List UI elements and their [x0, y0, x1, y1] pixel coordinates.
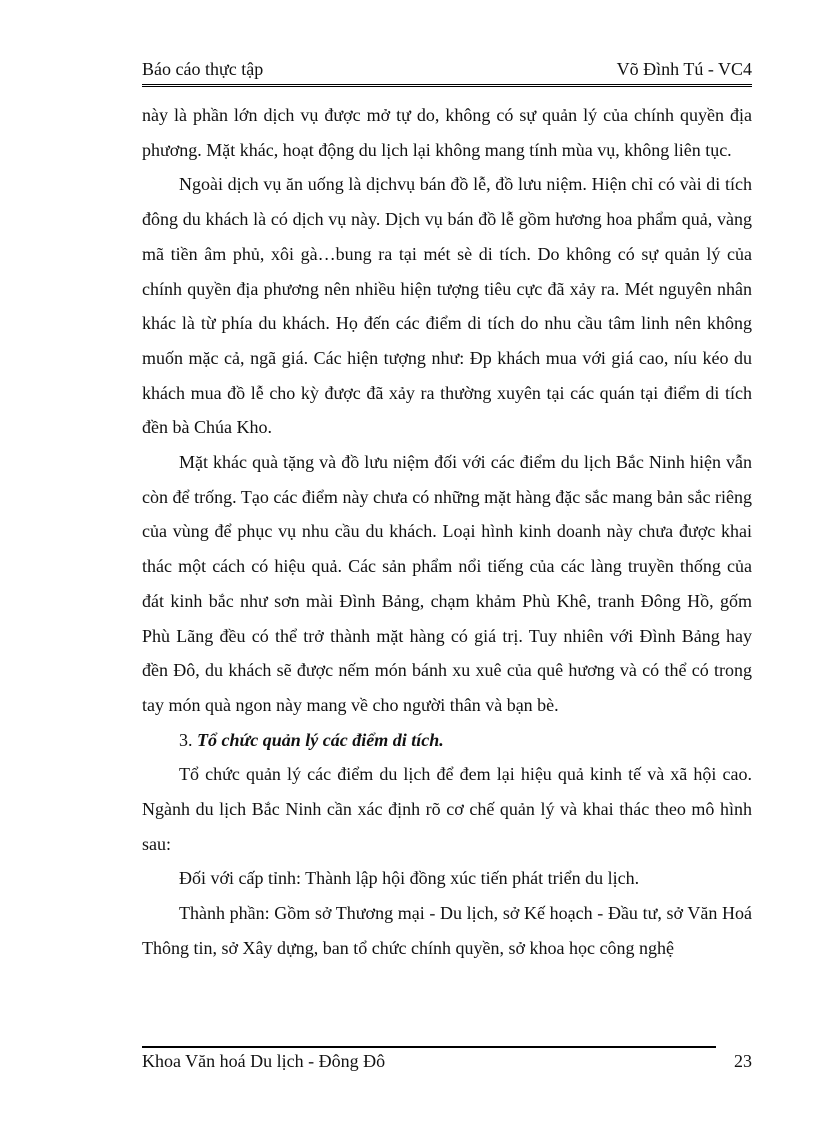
paragraph: Tổ chức quản lý các điểm du lịch để đem lại hiệu quả kinh tế và xã hội cao. Ngành du lịch Bắc Ninh cần xác định rõ cơ chế quản lý và khai thác theo mô hình sau:	[142, 764, 752, 854]
section-title: Tổ chức quản lý các điểm di tích.	[197, 729, 444, 750]
paragraph: Ngoài dịch vụ ăn uống là dịchvụ bán đồ lễ, đồ lưu niệm. Hiện chỉ có vài di tích đông du khách là có dịch vụ này. Dịch vụ bán đồ lễ gồm hương hoa phẩm quả, vàng mã tiền âm phủ, xôi gà…bung ra tại mét sè di tích. Do không có sự quản lý của chính quyền địa phương nên nhiều hiện tượng tiêu cực đã xảy ra. Mét nguyên nhân khác là từ phía du khách. Họ đến các điểm di tích do nhu cầu tâm linh nên không muốn mặc cả, ngã giá. Các hiện tượng như: Ðp khách mua với giá cao, níu kéo du khách mua đồ lễ cho kỳ được đã xảy ra thường xuyên tại các quán tại điểm di tích đền bà Chúa Kho.	[142, 174, 752, 438]
page-number: 23	[734, 1051, 752, 1071]
header-author: Võ Đình Tú - VC4	[616, 59, 752, 79]
page-footer	[142, 1051, 752, 1072]
header-report-title: Báo cáo thực tập	[142, 59, 264, 79]
page-body	[142, 98, 752, 966]
page-header	[142, 50, 752, 87]
footer-divider	[142, 1046, 716, 1048]
section-number: 3.	[179, 729, 193, 750]
footer-faculty: Khoa Văn hoá Du lịch - Đông Đô	[142, 1051, 386, 1071]
paragraph: Mặt khác quà tặng và đồ lưu niệm đối với các điểm du lịch Bắc Ninh hiện vẫn còn để trống. Tạo các điểm này chưa có những mặt hàng đặc sắc mang bản sắc riêng của vùng để phục vụ nhu cầu du khách. Loại hình kinh doanh này chưa được khai thác một cách có hiệu quả. Các sản phẩm nổi tiếng của các làng truyền thống của đát kinh bắc như sơn mài Đình Bảng, chạm khảm Phù Khê, tranh Đông Hồ, gốm Phù Lãng đều có thể trở thành mặt hàng có giá trị. Tuy nhiên với Đình Bảng hay đền Đô, du khách sẽ được nếm món bánh xu xuê của quê hương và có thể có trong tay món quà ngon này mang về cho người thân và bạn bè.	[142, 452, 752, 715]
paragraph: Thành phần: Gồm sở Thương mại - Du lịch, sở Kế hoạch - Đầu tư, sở Văn Hoá Thông tin, sở Xây dựng, ban tổ chức chính quyền, sở khoa học công nghệ	[142, 903, 752, 958]
section-heading	[142, 723, 752, 758]
paragraph: này là phần lớn dịch vụ được mở tự do, không có sự quản lý của chính quyền địa phương. Mặt khác, hoạt động du lịch lại không mang tính mùa vụ, không liên tục.	[142, 105, 752, 160]
paragraph: Đối với cấp tỉnh: Thành lập hội đồng xúc tiến phát triển du lịch.	[179, 868, 640, 889]
